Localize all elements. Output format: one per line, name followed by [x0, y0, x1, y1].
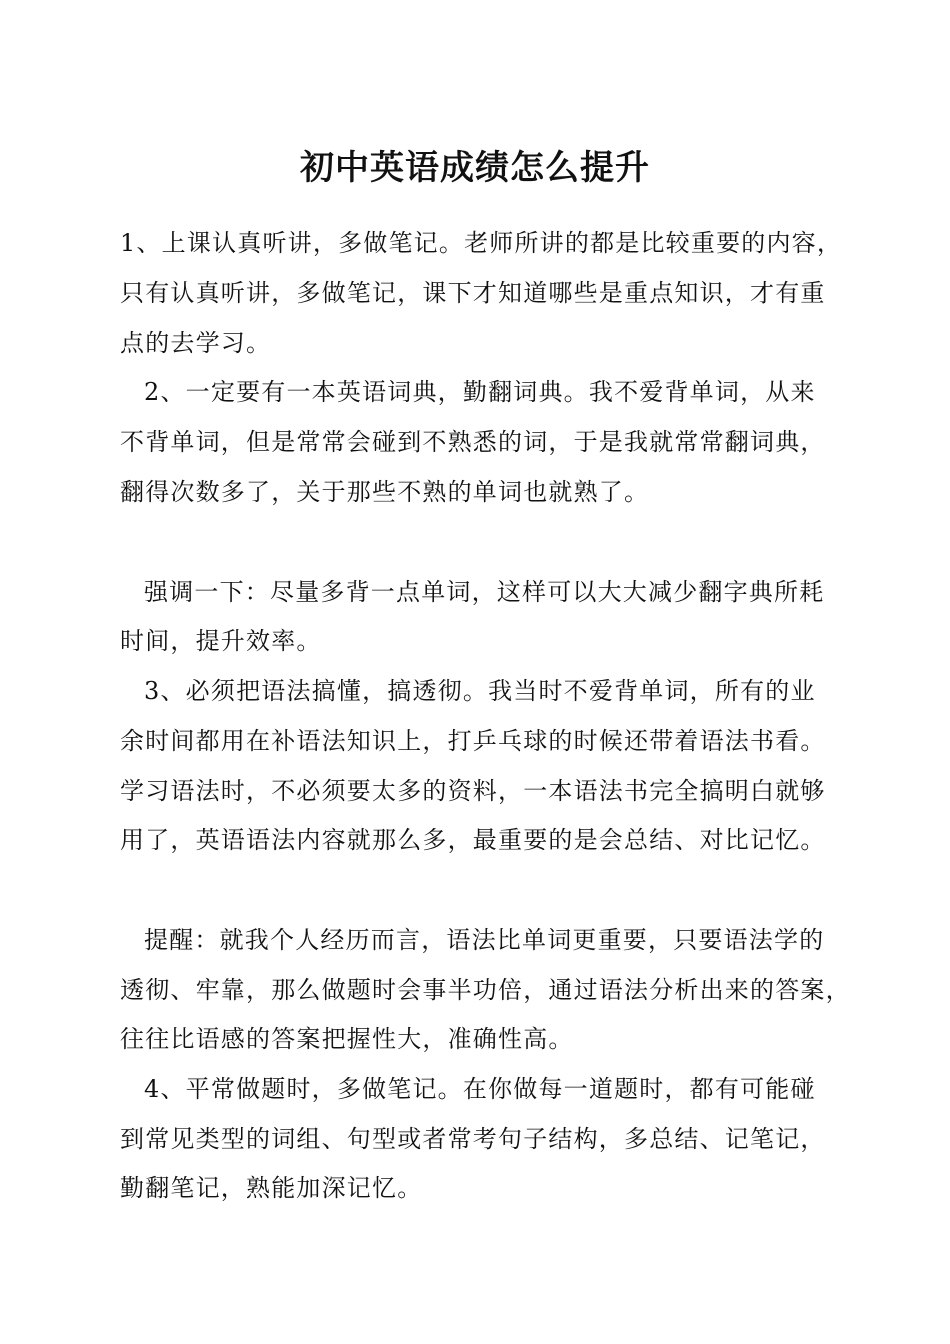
paragraph-4-line-1: 4、平常做题时，多做笔记。在你做每一道题时，都有可能碰 [144, 1075, 816, 1103]
paragraph-4-line-2: 到常见类型的词组、句型或者常考句子结构，多总结、记笔记， [120, 1125, 826, 1153]
paragraph-3-line-2: 余时间都用在补语法知识上，打乒乓球的时候还带着语法书看。 [120, 727, 826, 755]
paragraph-3-line-1: 3、必须把语法搞懂，搞透彻。我当时不爱背单词，所有的业 [144, 677, 816, 705]
document-title: 初中英语成绩怎么提升 [300, 148, 650, 188]
paragraph-2-line-1: 2、一定要有一本英语词典，勤翻词典。我不爱背单词，从来 [144, 378, 816, 406]
paragraph-1-line-3: 点的去学习。 [120, 329, 272, 357]
reminder-line-2: 透彻、牢靠，那么做题时会事半功倍，通过语法分析出来的答案， [120, 976, 851, 1004]
emphasis-line-2: 时间，提升效率。 [120, 627, 322, 655]
emphasis-line-1: 强调一下：尽量多背一点单词，这样可以大大减少翻字典所耗 [144, 578, 825, 606]
reminder-line-3: 往往比语感的答案把握性大，准确性高。 [120, 1025, 574, 1053]
paragraph-2-line-3: 翻得次数多了，关于那些不熟的单词也就熟了。 [120, 478, 650, 506]
paragraph-3-line-3: 学习语法时，不必须要太多的资料，一本语法书完全搞明白就够 [120, 777, 826, 805]
paragraph-1-line-1: 1、上课认真听讲，多做笔记。老师所讲的都是比较重要的内容， [120, 229, 843, 257]
paragraph-1-line-2: 只有认真听讲，多做笔记，课下才知道哪些是重点知识，才有重 [120, 279, 826, 307]
reminder-line-1: 提醒：就我个人经历而言，语法比单词更重要，只要语法学的 [144, 926, 825, 954]
paragraph-2-line-2: 不背单词，但是常常会碰到不熟悉的词，于是我就常常翻词典， [120, 428, 826, 456]
paragraph-3-line-4: 用了，英语语法内容就那么多，最重要的是会总结、对比记忆。 [120, 826, 826, 854]
paragraph-4-line-3: 勤翻笔记，熟能加深记忆。 [120, 1174, 423, 1202]
